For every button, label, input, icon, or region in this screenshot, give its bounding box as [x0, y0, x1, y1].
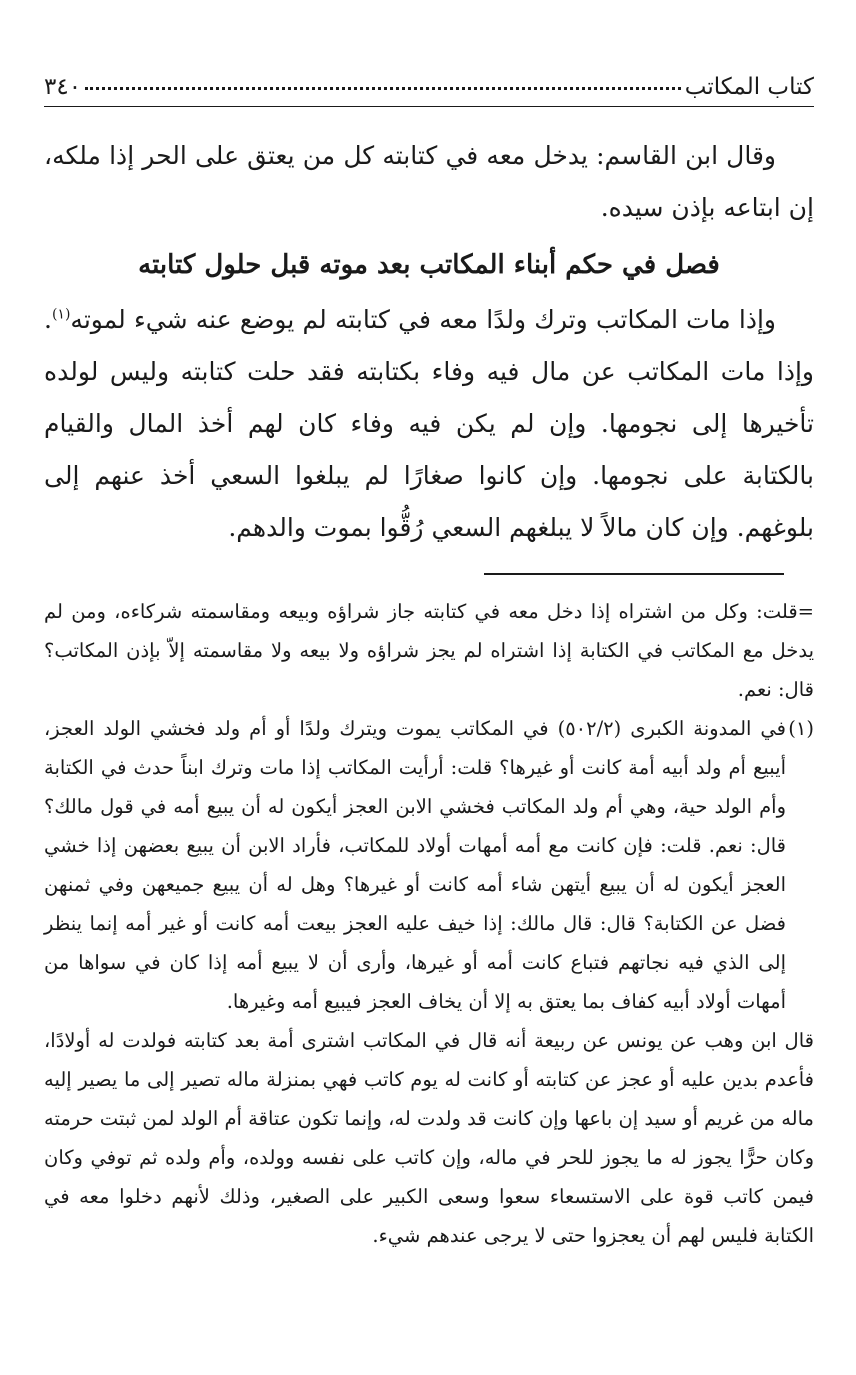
- running-header: [44, 72, 814, 102]
- main-text: [44, 130, 814, 554]
- paragraph-text-start: وإذا مات المكاتب وترك ولدًا معه في كتابته لم يوضع عنه شيء لموته: [70, 305, 776, 334]
- footnote-1-marker: (١): [788, 717, 814, 740]
- paragraph-text-end: . وإذا مات المكاتب عن مال فيه وفاء بكتابته فقد حلت كتابته وليس لولده تأخيرها إلى نجومها. وإن لم يكن فيه وفاء كان لهم أخذ المال والقيام بالكتابة على نجومها. وإن كانوا صغارًا لم يبلغوا السعي أخذ عنهم إلى بلوغهم. وإن كان مالاً لا يبلغهم السعي رُقُّوا بموت والدهم.: [44, 305, 814, 542]
- book-title: كتاب المكاتب: [684, 74, 814, 100]
- footnote-1: [44, 709, 814, 1021]
- footnotes: [44, 592, 814, 1255]
- section-heading: فصل في حكم أبناء المكاتب بعد موته قبل حلول كتابته: [138, 250, 720, 280]
- footnote-continuation: =قلت: وكل من اشتراه إذا دخل معه في كتابته جاز شراؤه وبيعه ومقاسمته شركاءه، ومن لم يدخل مع المكاتب في الكتابة إذا اشتراه لم يجز شراؤه ولا بيعه ولا مقاسمته إلاّ بإذن المكاتب؟ قال: نعم.: [44, 600, 814, 701]
- page-number: ٣٤٠: [44, 74, 82, 100]
- footnote-reference[interactable]: (١): [51, 306, 71, 323]
- paragraph-mukatab-death: [44, 294, 814, 554]
- footnote-separator: [484, 573, 784, 575]
- header-rule: [44, 106, 814, 107]
- leader-dots: [85, 73, 681, 90]
- footnote-1-text: في المدونة الكبرى (٥٠٢/٢) في المكاتب يموت ويترك ولدًا أو أم ولد فخشي الولد العجز، أيبيع أم ولد أبيه أمة كانت أو غيرها؟ قلت: أرأيت المكاتب إذا مات وترك ابناً حدث في الكتابة وأم الولد حية، وهي أم ولد المكاتب فخشي الابن العجز أيكون له أن يبيع أمه في قول مالك؟ قال: نعم. قلت: فإن كانت مع أمه أمهات أولاد للمكاتب، فأراد الابن أن يبيع بعضهن إذا خشي العجز أيكون له أن يبيع أيتهن شاء أمه كانت أو غيرها؟ وهل له أن يبيع جميعهن وفي ثمنهن فضل عن الكتابة؟ قال: قال مالك: إذا خيف عليه العجز بيعت أمه كانت أو غير أمه إنما ينظر إلى الذي فيه نجاتهم فتباع كانت أمه أو غيرها، وأرى أن لا يبيع أمه إذا كان في سواها من أمهات أولاد أبيه كفاف بما يعتق به إلا أن يخاف العجز فيبيع أمه وغيرها.: [44, 717, 787, 1013]
- footnote-1-second-paragraph: قال ابن وهب عن يونس عن ربيعة أنه قال في المكاتب اشترى أمة بعد كتابته فولدت له أولادًا، فأعدم بدين عليه أو عجز عن كتابته أو كانت له يوم كاتب فهي بمنزلة ماله تصير إلى ما يصير إليه ماله من غريم أو سيد إن باعها وإن كانت قد ولدت له، وإنما تكون عتاقة أم الولد لمن ثبتت حرمته وكان حرًّا يجوز له ما يجوز للحر في ماله، وإن كاتب على نفسه وولده، وأم ولده ثم توفي وكان فيمن كاتب قوة على الاستسعاء سعوا وسعى الكبير على الصغير، وذلك لأنهم دخلوا معه في الكتابة فليس لهم أن يعجزوا حتى لا يرجى عندهم شيء.: [44, 1029, 814, 1247]
- paragraph-ibn-alqasim: وقال ابن القاسم: يدخل معه في كتابته كل من يعتق على الحر إذا ملكه، إن ابتاعه بإذن سيده.: [44, 141, 814, 222]
